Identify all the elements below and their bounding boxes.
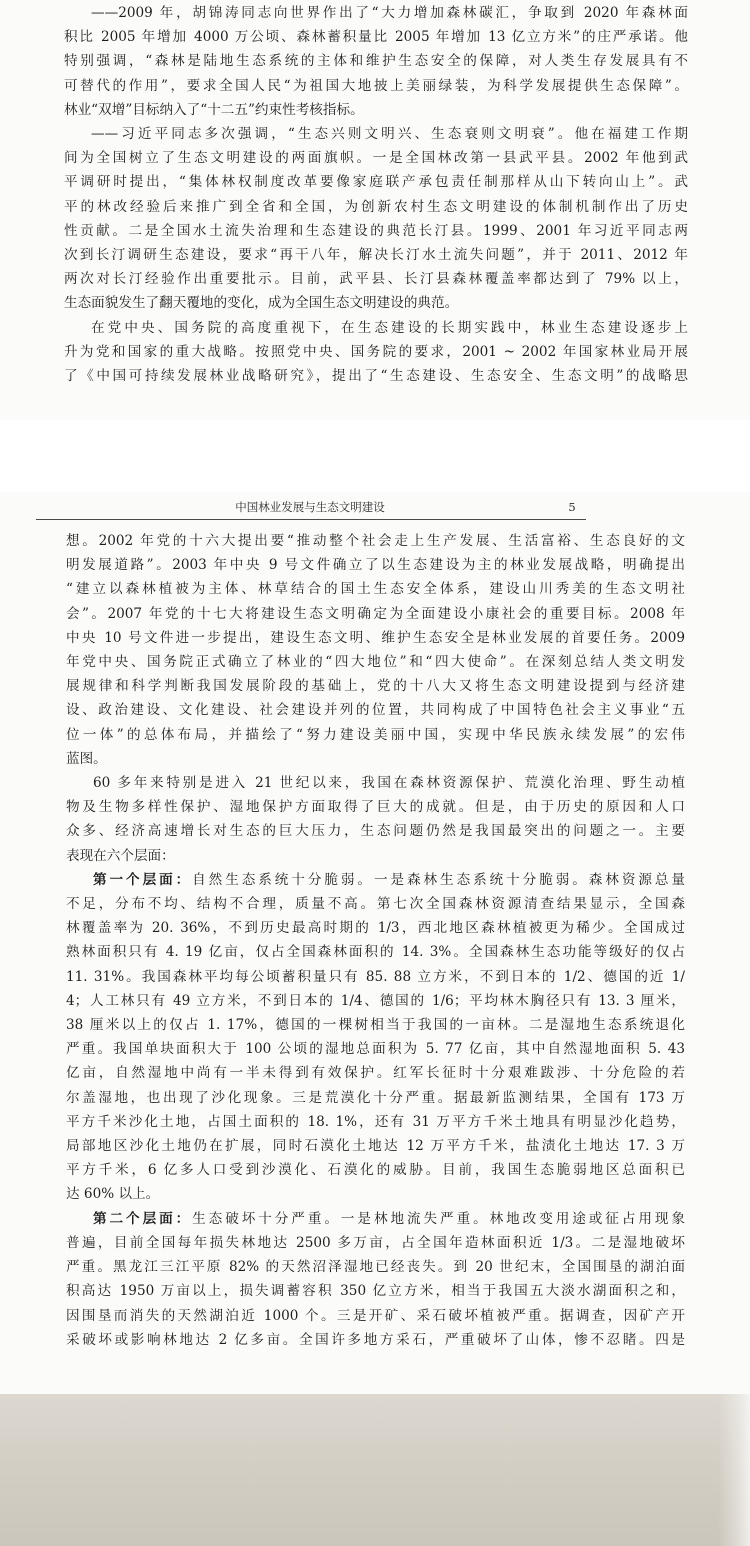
scanner-shadow-band bbox=[0, 1394, 750, 1546]
body-line: 平方千米沙化土地，占国土面积的 18. 1%，还有 31 万平方千米土地具有明显沙化趋势， bbox=[66, 1113, 685, 1130]
upper-page-body bbox=[64, 1, 688, 388]
body-line: 采破坏或影响林地达 2 亿多亩。全国许多地方采石，严重破坏了山体，惨不忍睹。四是 bbox=[66, 1331, 685, 1348]
body-line: ——2009 年，胡锦涛同志向世界作出了“大力增加森林碳汇，争取到 2020 年森林面 bbox=[91, 5, 688, 21]
body-line: 熟林面积只有 4. 19 亿亩，仅占全国森林面积的 14. 3%。全国森林生态功能等级好的仅占 bbox=[66, 944, 685, 961]
body-line: 亿亩，自然湿地中尚有一半未得到有效保护。红军长征时十分艰难跋涉、十分危险的若 bbox=[66, 1065, 685, 1082]
body-line: 中央 10 号文件进一步提出，建设生态文明、维护生态安全是林业发展的首要任务。2009 bbox=[66, 629, 685, 646]
body-line: 设、政治建设、文化建设、社会建设并列的位置，共同构成了中国特色社会主义事业“五 bbox=[66, 702, 685, 719]
scanner-shadow-fold bbox=[718, 1394, 750, 1546]
body-line: “建立以森林植被为主体、林草结合的国土生态安全体系，建设山川秀美的生态文明社 bbox=[66, 581, 685, 598]
body-line: 想。2002 年党的十六大提出要“推动整个社会走上生产发展、生活富裕、生态良好的文 bbox=[66, 533, 685, 549]
body-line: 达 60% 以上。 bbox=[66, 1186, 160, 1203]
body-line: 60 多年来特别是进入 21 世纪以来，我国在森林资源保护、荒漠化治理、野生动植 bbox=[93, 775, 685, 792]
body-line bbox=[66, 868, 685, 892]
body-line: 物及生物多样性保护、湿地保护方面取得了巨大的成就。但是，由于历史的原因和人口 bbox=[66, 799, 685, 816]
body-line: 积比 2005 年增加 4000 万公顷、森林蓄积量比 2005 年增加 13 亿立方米”的庄严承诺。他 bbox=[64, 29, 688, 46]
body-line: 平方千米，6 亿多人口受到沙漠化、石漠化的威胁。目前，我国生态脆弱地区总面积已 bbox=[66, 1162, 685, 1179]
body-line: 升为党和国家的重大战略。按照党中央、国务院的要求，2001 ~ 2002 年国家林业局开展 bbox=[64, 343, 688, 360]
header-rule bbox=[36, 519, 586, 520]
body-line: 平的林改经验后来推广到全省和全国，为创新农村生态文明建设的体制机制作出了历史 bbox=[64, 198, 688, 215]
body-line: 性贡献。二是全国水土流失治理和生态建设的典范长汀县。1999、2001 年习近平同志两 bbox=[64, 222, 688, 239]
body-line: 两次对长汀经验作出重要批示。目前，武平县、长汀县森林覆盖率都达到了 79% 以上， bbox=[64, 271, 688, 288]
body-line: 积高达 1950 万亩以上，损失调蓄容积 350 亿立方米，相当于我国五大淡水湖面积之和， bbox=[66, 1283, 685, 1300]
body-line: 38 厘米以上的仅占 1. 17%，德国的一棵树相当于我国的一亩林。二是湿地生态系统退化 bbox=[66, 1017, 685, 1034]
body-line: 众多、经济高速增长对生态的巨大压力，生态问题仍然是我国最突出的问题之一。主要 bbox=[66, 823, 685, 840]
body-line: 次到长汀调研生态建设，要求“再干八年，解决长汀水土流失问题”，并于 2011、2012 年 bbox=[64, 247, 688, 264]
running-header-title: 中国林业发展与生态文明建设 bbox=[235, 500, 385, 514]
body-line: 因围垦而消失的天然湖泊近 1000 个。三是开矿、采石破坏植被严重。据调查，因矿产开 bbox=[66, 1307, 685, 1324]
section-heading: 第一个层面： bbox=[93, 871, 193, 888]
page-gap bbox=[0, 420, 750, 492]
body-line: 局部地区沙化土地仍在扩展，同时石漠化土地达 12 万平方千米，盐渍化土地达 17. 3 万 bbox=[66, 1138, 685, 1155]
body-line: 会”。2007 年党的十七大将建设生态文明确定为全面建设小康社会的重要目标。2008 年 bbox=[66, 605, 685, 622]
body-line-run: 生态破坏十分严重。一是林地流失严重。林地改变用途或征占用现象 bbox=[192, 1210, 685, 1227]
body-line: 生态面貌发生了翻天覆地的变化，成为全国生态文明建设的典范。 bbox=[64, 295, 459, 312]
body-line: 林覆盖率为 20. 36%，不到历史最高时期的 1/3，西北地区森林植被更为稀少。全国成过 bbox=[66, 920, 685, 937]
body-line: 林业“双增”目标纳入了“十二五”约束性考核指标。 bbox=[64, 101, 364, 118]
body-line: 不足，分布不均、结构不合理，质量不高。第七次全国森林资源清查结果显示，全国森 bbox=[66, 896, 685, 913]
body-line: 平调研时提出，“集体林权制度改革要像家庭联产承包责任制那样从山下转向山上”。武 bbox=[64, 174, 688, 191]
body-line: 普遍，目前全国每年损失林地达 2500 多万亩，占全国年造林面积近 1/3。二是湿地破坏 bbox=[66, 1234, 685, 1251]
body-line: 严重。我国单块面积大于 100 公顷的湿地总面积为 5. 77 亿亩，其中自然湿地面积 5. 43 bbox=[66, 1041, 685, 1058]
body-line-run: 自然生态系统十分脆弱。一是森林生态系统十分脆弱。森林资源总量 bbox=[192, 871, 685, 888]
section-heading: 第二个层面： bbox=[93, 1210, 193, 1227]
body-line: 11. 31%。我国森林平均每公顷蓄积量只有 85. 88 立方米，不到日本的 1/2、德国的近 1/ bbox=[66, 968, 685, 985]
body-line: ——习近平同志多次强调，“生态兴则文明兴、生态衰则文明衰”。他在福建工作期 bbox=[91, 126, 688, 143]
body-line: 严重。黑龙江三江平原 82% 的天然沼泽湿地已经丧失。到 20 世纪末，全国围垦的湖泊面 bbox=[66, 1259, 685, 1276]
body-line: 特别强调，“森林是陆地生态系统的主体和维护生态安全的保障，对人类生存发展具有不 bbox=[64, 53, 688, 70]
body-line: 尔盖湿地，也出现了沙化现象。三是荒漠化十分严重。据最新监测结果，全国有 173 万 bbox=[66, 1089, 685, 1106]
body-line: 在党中央、国务院的高度重视下，在生态建设的长期实践中，林业生态建设逐步上 bbox=[91, 319, 688, 336]
body-line: 位一体”的总体布局，并描绘了“努力建设美丽中国，实现中华民族永续发展”的宏伟 bbox=[66, 726, 685, 743]
body-line: 年党中央、国务院正式确立了林业的“四大地位”和“四大使命”。在深刻总结人类文明发 bbox=[66, 654, 685, 671]
body-line: 蓝图。 bbox=[66, 750, 107, 767]
body-line: 明发展道路”。2003 年中央 9 号文件确立了以生态建设为主的林业发展战略，明确提出 bbox=[66, 557, 685, 574]
lower-page-body bbox=[66, 529, 685, 1352]
body-line: 表现在六个层面： bbox=[66, 847, 175, 864]
body-line: 了《中国可持续发展林业战略研究》，提出了“生态建设、生态安全、生态文明”的战略思 bbox=[64, 368, 688, 385]
body-line: 4；人工林只有 49 立方米，不到日本的 1/4、德国的 1/6；平均林木胸径只有 13. 3 厘米， bbox=[66, 992, 685, 1009]
body-line: 展规律和科学判断我国发展阶段的基础上，党的十八大又将生态文明建设提到与经济建 bbox=[66, 678, 685, 695]
body-line bbox=[66, 1207, 685, 1231]
page-number: 5 bbox=[568, 500, 576, 514]
running-header bbox=[36, 496, 584, 518]
body-line: 可替代的作用”，要求全国人民“为祖国大地披上美丽绿装，为科学发展提供生态保障”。 bbox=[64, 77, 688, 94]
body-line: 间为全国树立了生态文明建设的两面旗帜。一是全国林改第一县武平县。2002 年他到武 bbox=[64, 150, 688, 167]
